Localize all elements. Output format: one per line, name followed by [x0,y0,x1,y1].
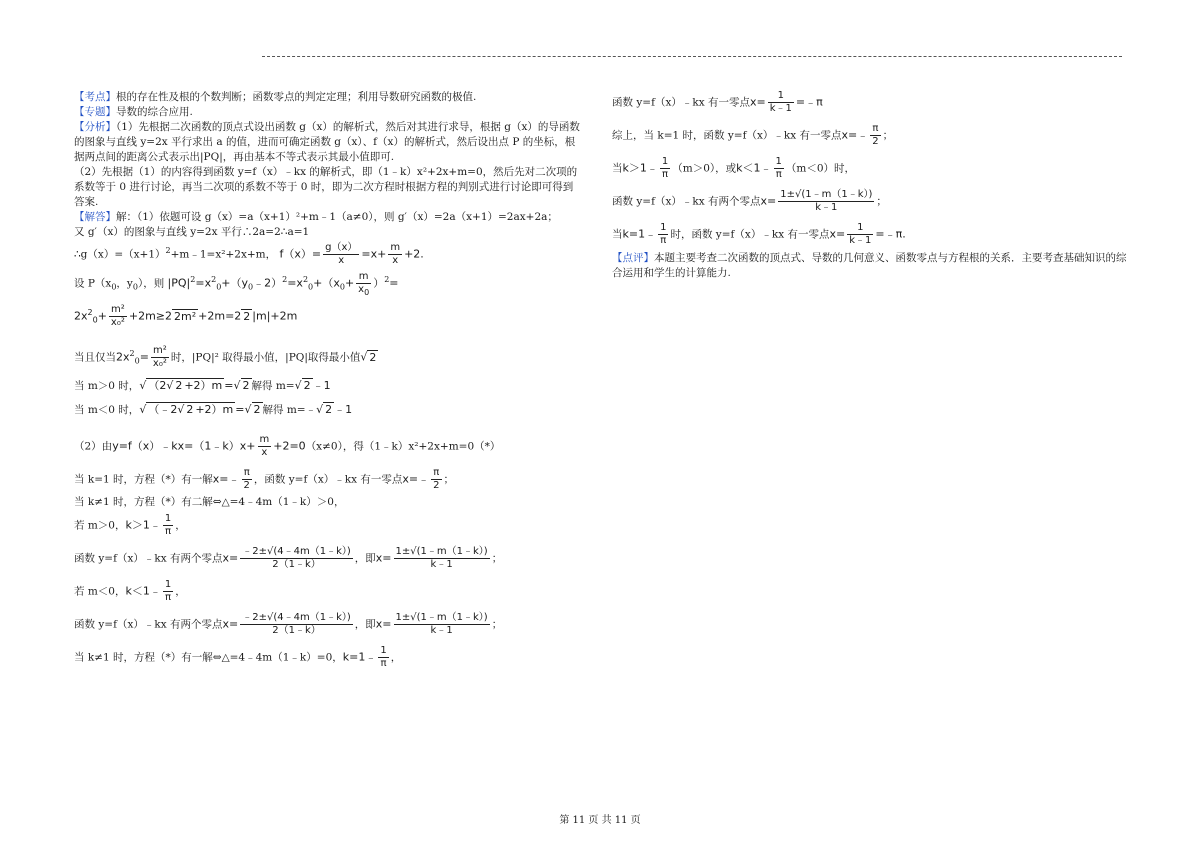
p-frac-num: m [358,271,369,282]
ineq-frac-num: m² [111,304,125,315]
p-text-n: ﹣2） [253,276,283,290]
k1-frac-2 [431,467,441,492]
one-frac-num: 1 [380,645,387,656]
mneg-d: +2）m [195,403,234,416]
r5-frac-den: π [658,234,668,247]
p2-a: （2）由 [74,440,113,453]
f-frac-den: x [323,254,359,267]
p-sup-o: 2 [282,275,288,284]
part2-equation-line [74,434,582,459]
ineq-sub: 0 [92,315,98,325]
mpos-g: 解得 m= [251,380,295,392]
p-sup-i: 2 [211,275,217,284]
mpos-b: （2 [148,379,167,392]
p2-d: （x≠0），得（1﹣k）x²+2x+m=0（*） [305,440,501,453]
ineq-e: +2m [128,309,156,323]
ml-frac [163,579,173,604]
spacer [612,214,1132,222]
ineq-plus: + [97,309,107,323]
r2-b: x=﹣ [841,128,869,142]
mg-frac-den: π [163,525,173,538]
page-footer: 第 11 页 共 11 页 [559,815,641,826]
f-frac-num: g（x） [325,242,358,253]
spacer [74,329,582,345]
r3-frac-2 [774,156,784,181]
two2-frac [240,612,353,637]
eq-f: 时，|PQ|² 取得最小值，|PQ|取得最小值 [170,351,361,364]
jieda-text-1: 解：（1）依题可设 g（x）=a（x+1）²+m﹣1（a≠0），则 g′（x）=2a（x+1）=2ax+2a； [116,211,558,223]
jieda-line-1 [74,210,582,225]
ml-b: k＜1﹣ [125,584,161,598]
p-sup-g: 2 [190,275,196,284]
mpos-i: ﹣1 [312,379,331,392]
eq-sup: 2 [129,349,135,358]
p2-frac-den: x [258,446,272,459]
g-expr-c: +m﹣1=x²+2x+m， [170,248,277,261]
two-c: ，即 [354,552,376,565]
f-expr-a: f（x）= [279,247,322,261]
two2-c: ，即 [354,618,376,631]
k-equals-1-line [74,467,582,492]
r3-frac2-num: 1 [775,156,782,167]
kaodian-tag: 【考点】 [74,91,116,103]
eq-a: 当且仅当 [74,351,116,364]
header-dashed-rule [262,56,1122,57]
eq-b: 2x [116,350,130,364]
eq-frac-num: m² [153,345,167,356]
right-line-3 [612,156,1132,181]
p-sub-d: 0 [132,282,138,292]
mpos-e: = [224,379,234,392]
k1-frac-den: 2 [243,480,250,491]
p-frac [356,271,371,296]
fenxi-tag: 【分析】 [74,121,116,133]
p-text-c: ，y [116,277,133,290]
r3-d: k＜1﹣ [736,161,772,175]
ml-c: ， [175,585,186,598]
p-text-a: 设 P（x [74,277,112,290]
one-frac-den: π [378,657,388,670]
m-less-0-line [74,579,582,604]
r5-frac-2 [847,222,873,247]
mneg-f: 2 [253,403,261,416]
p-frac-den-sub: 0 [364,288,370,297]
f-frac-m-den: x [388,254,402,267]
k1-frac2-den: 2 [433,480,440,491]
r5-c: 时，函数 y=f（x）﹣kx 有一零点 [670,228,830,241]
kaodian-line [74,90,582,105]
mpos-c: 2 [175,379,183,392]
mpos-f: 2 [242,379,250,392]
two2-e: ； [491,618,503,631]
r1-a: 函数 y=f（x）﹣kx 有一零点 [612,96,750,109]
p-text-h: =x [195,276,212,290]
mg-c: ， [175,519,186,532]
two-zeros-line-2 [74,612,582,637]
r1-frac-num: 1 [777,90,784,101]
spacer [612,181,1132,189]
p2-b: y=f（x）﹣kx=（1﹣k）x+ [112,439,256,453]
k1-a: 当 k=1 时，方程（*）有一解 [74,473,213,486]
right-line-4 [612,189,1132,214]
ineq-j: |m|+2m [252,309,298,323]
ineq-sup: 2 [87,307,93,317]
two-frac2-den: k﹣1 [394,558,490,571]
mpos-h: 2 [303,379,311,392]
two-a: 函数 y=f（x）﹣kx 有两个零点 [74,552,223,565]
k1-frac-num: π [243,467,250,478]
spacer [74,459,582,467]
spacer [74,296,582,304]
k1-frac2-num: π [433,467,440,478]
eq-sqrt: 2 [369,350,377,364]
spacer [74,418,582,434]
mg-frac-num: 1 [164,513,172,524]
p-text-s: +（x [313,276,340,290]
m-positive-line: 当 m＞0 时，√ （2√ 2 +2）m =√ 2 解得 m=√ 2 ﹣1 [74,379,331,392]
r3-a: 当 [612,162,623,175]
r4-frac-den: k﹣1 [778,201,874,214]
p-text-z: = [389,276,399,290]
spacer [74,571,582,579]
r3-frac2-den: π [774,168,784,181]
f-frac [323,242,359,267]
r5-a: 当 [612,228,623,241]
p-sub-r: 0 [308,282,314,292]
r2-c: ； [882,129,894,142]
f-frac-m-num: m [390,242,401,253]
two2-frac2-den: k﹣1 [394,624,490,637]
ineq-a: 2x [74,309,88,323]
two2-b: x= [222,617,239,631]
kaodian-text: 根的存在性及根的个数判断；函数零点的判定定理；利用导数研究函数的极值. [116,91,477,103]
r4-a: 函数 y=f（x）﹣kx 有两个零点 [612,195,761,208]
two-frac [240,546,353,571]
m-negative-line: 当 m＜0 时，√ （﹣2√ 2 +2）m =√ 2 解得 m=﹣√ 2 ﹣1 [74,403,353,416]
two2-frac-num: ﹣2±√(4﹣4m（1﹣k）) [242,612,351,623]
two-zeros-line-1 [74,546,582,571]
r3-frac-den: π [660,168,670,181]
mneg-h: 2 [325,403,333,416]
r2-a: 综上，当 k=1 时，函数 y=f（x）﹣kx 有一零点 [612,129,842,142]
mpos-sqrt: （2√ 2 +2）m [148,379,223,392]
eq-frac-den: x₀² [152,358,167,369]
one-b: k=1﹣ [342,650,377,664]
eq-e: = [139,350,149,364]
two-frac2-num: 1±√(1﹣m（1﹣k）) [395,546,488,557]
zhuanti-text: 导数的综合应用. [116,106,193,118]
mneg-e: = [235,403,245,416]
ineq-frac [109,304,127,329]
one-a: 当 k≠1 时，方程（*）有一解⇔△=4﹣4m（1﹣k）=0， [74,651,343,664]
r5-d: x= [829,227,846,241]
right-line-1 [612,90,1132,115]
dianping-text: 本题主要考查二次函数的顶点式、导数的几何意义、函数零点与方程根的关系．主要考查基础知识的综合运用和学生的计算能力. [612,252,1127,279]
spacer [612,115,1132,123]
r1-frac [768,90,794,115]
jieda-line-2: 又 g′（x）的图象与直线 y=2x 平行∴2a=2∴a=1 [74,226,310,238]
g-expr-exp: 2 [165,246,171,255]
r3-c: （m＞0），或 [672,162,737,175]
pq-distance-line [74,271,582,296]
r2-frac-num: π [872,123,879,134]
mpos-a: 当 m＞0 时， [74,380,140,392]
r1-frac-den: k﹣1 [769,103,792,114]
k1-e: ； [443,473,454,486]
mg-b: k＞1﹣ [125,518,161,532]
dianping-tag: 【点评】 [612,252,654,264]
spacer [74,538,582,546]
two-frac-2 [394,546,490,571]
fenxi-paragraph-1 [74,120,582,165]
two2-frac-den: 2（1﹣k） [240,624,353,637]
mneg-i: ﹣1 [334,403,353,416]
r3-frac-num: 1 [661,156,669,167]
right-line-5 [612,222,1132,247]
f-expr-b: =x+ [361,247,387,261]
r3-e: （m＜0）时， [785,162,856,175]
one-frac [378,645,388,670]
ml-frac-den: π [163,591,173,604]
ml-frac-num: 1 [164,579,172,590]
ml-a: 若 m＜0， [74,585,126,598]
p2-frac-num: m [259,434,270,445]
one-c: ， [390,651,402,664]
ineq-sqrt-2: 2 [243,309,251,323]
eq-sub: 0 [134,356,140,366]
mneg-a: 当 m＜0 时， [74,404,140,416]
eq-frac [151,345,169,370]
left-column [74,90,582,670]
mpos-d: +2）m [184,379,223,392]
two2-frac2-num: 1±√(1﹣m（1﹣k）) [395,612,488,623]
ineq-f: ≥2 [155,309,173,323]
two-b: x= [222,551,239,565]
inequality-line [74,304,582,329]
f-frac-m [388,242,402,267]
mg-a: 若 m＞0， [74,519,126,532]
two-e: ； [491,552,503,565]
ineq-h: +2m=2 [198,309,242,323]
two2-a: 函数 y=f（x）﹣kx 有两个零点 [74,618,223,631]
ineq-sqrt-1: 2m² [174,309,197,323]
ineq-frac-den: x₀² [110,317,125,328]
r5-frac [658,222,668,247]
p-sub-j: 0 [216,282,222,292]
m-greater-0-line [74,513,582,538]
p-sub-b: 0 [111,282,117,292]
p-sub-t: 0 [339,282,345,292]
mneg-sqrt: （﹣2√ 2 +2）m [148,403,234,416]
g-expr-a: ∴g（x）=（x+1） [74,248,166,261]
r5-frac2-num: 1 [857,222,864,233]
r5-b: k=1﹣ [622,227,657,241]
two-frac-num: ﹣2±√(4﹣4m（1﹣k）) [242,546,351,557]
p-text-k: +（y [221,276,249,290]
p2-frac [258,434,272,459]
zhuanti-tag: 【专题】 [74,106,116,118]
r2-frac [870,123,880,148]
r4-b: x= [760,194,777,208]
fenxi-paragraph-2: （2）先根据（1）的内容得到函数 y=f（x）﹣kx 的解析式，即（1﹣k）x²+2x+m=0，然后先对二次项的系数等于 0 进行讨论，再当二次项的系数不等于 0 时，即为二次方程时根据方程的判别式进行讨论即可得到答案. [74,166,578,208]
k1-frac [242,467,252,492]
g-f-formula-line [74,242,582,267]
p-text-x: ） [373,276,385,290]
r1-b: x= [750,95,766,109]
mneg-b: （﹣2 [148,403,178,416]
mg-frac [163,513,173,538]
r5-frac-num: 1 [660,222,667,233]
r5-e: =﹣π. [875,227,906,241]
spacer [74,637,582,645]
p-frac-den [356,283,371,296]
p2-c: +2=0 [273,439,306,453]
k-not-1-line: 当 k≠1 时，方程（*）有二解⇔△=4﹣4m（1﹣k）＞0， [74,496,345,508]
p-pq: |PQ| [167,276,191,290]
two2-frac-2 [394,612,490,637]
mneg-g: 解得 m=﹣ [262,404,317,416]
two-d: x= [375,551,392,565]
two-frac-den: 2（1﹣k） [240,558,353,571]
k1-b: x=﹣ [212,472,240,486]
k1-d: x=﹣ [402,472,430,486]
p-frac-den-x: x [358,284,365,295]
zhuanti-line [74,105,582,120]
f-expr-c: +2. [404,247,424,261]
spacer [74,394,582,402]
r3-frac [660,156,670,181]
r3-b: k＞1﹣ [622,161,658,175]
spacer [612,148,1132,156]
r4-c: ； [876,195,887,208]
r4-frac-num: 1±√(1﹣m（1﹣k）) [780,189,873,200]
equality-condition-line: 当且仅当$2x^2_0=$ $\frac{\text{m²}}{\text{x₀²}}$ 时，|PQ|² 取得最小值，|PQ|取得最小值√ 2 [74,345,377,369]
jieda-tag: 【解答】 [74,211,116,223]
r4-frac [778,189,874,214]
dianping-paragraph [612,251,1132,281]
r5-frac2-den: k﹣1 [849,235,872,246]
p-text-p: =x [287,276,303,290]
p-text-u: + [344,276,355,290]
k1-c: ，函数 y=f（x）﹣kx 有一零点 [253,473,403,486]
fenxi-text-1: （1）先根据二次函数的顶点式设出函数 g（x）的解析式，然后对其进行求导，根据 g（x）的导函数的图象与直线 y=2x 平行求出 a 的值，进而可确定函数 g（x）、f（x）的解析式，然后设出点 P 的坐标，根据两点间的距离公式表示出|PQ|，再由基本不等式表示其最小值即可. [74,121,580,163]
mneg-c: 2 [186,403,194,416]
r2-frac-den: 2 [872,136,879,147]
right-line-2 [612,123,1132,148]
p-sub-l: 0 [248,282,254,292]
one-solution-line [74,645,582,670]
r1-c: =﹣π [795,95,823,109]
two2-d: x= [375,617,392,631]
spacer [74,604,582,612]
p-text-e: ），则 [137,277,165,290]
spacer [74,370,582,378]
p-sup-y: 2 [384,275,390,284]
right-column [612,90,1132,281]
p-sup-q: 2 [302,275,309,284]
